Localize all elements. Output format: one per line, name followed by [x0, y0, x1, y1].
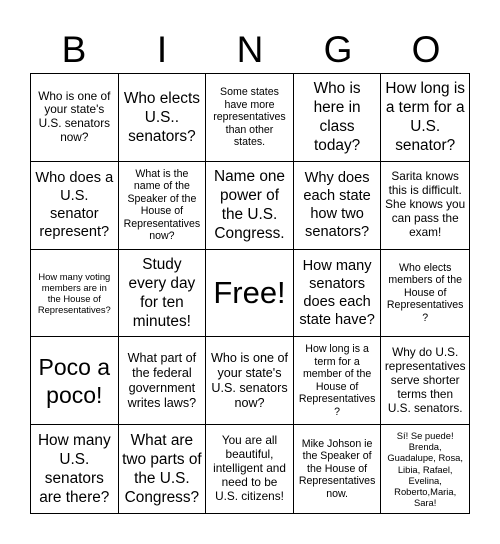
- header-letter-o: O: [411, 29, 441, 70]
- bingo-cell-r2-c3: Name one power of the U.S. Congress.: [206, 162, 294, 250]
- bingo-cell-r5-c4: Mike Johson ie the Speaker of the House of Representatives now.: [294, 425, 382, 513]
- bingo-cell-r5-c2: What are two parts of the U.S. Congress?: [119, 425, 207, 513]
- bingo-cell-r4-c4: How long is a term for a member of the House of Representatives?: [294, 337, 382, 425]
- bingo-cell-r3-c1: How many voting members are in the House of Representatives?: [31, 250, 119, 338]
- bingo-cell-r2-c5: Sarita knows this is difficult. She knows you can pass the exam!: [381, 162, 469, 250]
- bingo-cell-r5-c1: How many U.S. senators are there?: [31, 425, 119, 513]
- bingo-cell-r4-c1: Poco a poco!: [31, 337, 119, 425]
- bingo-cell-r1-c2: Who elects U.S.. senators?: [119, 74, 207, 162]
- bingo-cell-r2-c1: Who does a U.S. senator represent?: [31, 162, 119, 250]
- bingo-cell-r4-c2: What part of the federal government writes laws?: [119, 337, 207, 425]
- bingo-cell-r3-c2: Study every day for ten minutes!: [119, 250, 207, 338]
- header-letter-n: N: [236, 29, 264, 70]
- header-letter-b: B: [61, 29, 87, 70]
- bingo-cell-r5-c5: Sí! Se puede! Brenda, Guadalupe, Rosa, Libia, Rafael, Evelina, Roberto,Maria, Sara!: [387, 430, 463, 508]
- bingo-cell-r2-c2: What is the name of the Speaker of the House of Representatives now?: [119, 162, 207, 250]
- header-letter-i: I: [156, 29, 168, 70]
- bingo-cell-r1-c4: Who is here in class today?: [294, 74, 382, 162]
- bingo-cell-r5-c3: You are all beautiful, intelligent and need to be U.S. citizens!: [206, 425, 294, 513]
- bingo-cell-r1-c3: Some states have more representatives than other states.: [206, 74, 294, 162]
- bingo-cell-r4-c5: Why do U.S. representatives serve shorter terms then U.S. senators.: [381, 337, 469, 425]
- bingo-cell-r1-c5: How long is a term for a U.S. senator?: [381, 74, 469, 162]
- bingo-cell-r3-c4: How many senators does each state have?: [294, 250, 382, 338]
- bingo-board: [30, 73, 470, 514]
- free-space: Free!: [206, 250, 294, 338]
- bingo-cell-r3-c5: Who elects members of the House of Representatives?: [381, 250, 469, 338]
- header-letter-g: G: [323, 29, 353, 70]
- bingo-cell-r1-c1: Who is one of your state's U.S. senators now?: [31, 74, 119, 162]
- bingo-cell-r4-c3: Who is one of your state's U.S. senators now?: [206, 337, 294, 425]
- bingo-cell-r2-c4: Why does each state how two senators?: [294, 162, 382, 250]
- bingo-header: [30, 28, 470, 72]
